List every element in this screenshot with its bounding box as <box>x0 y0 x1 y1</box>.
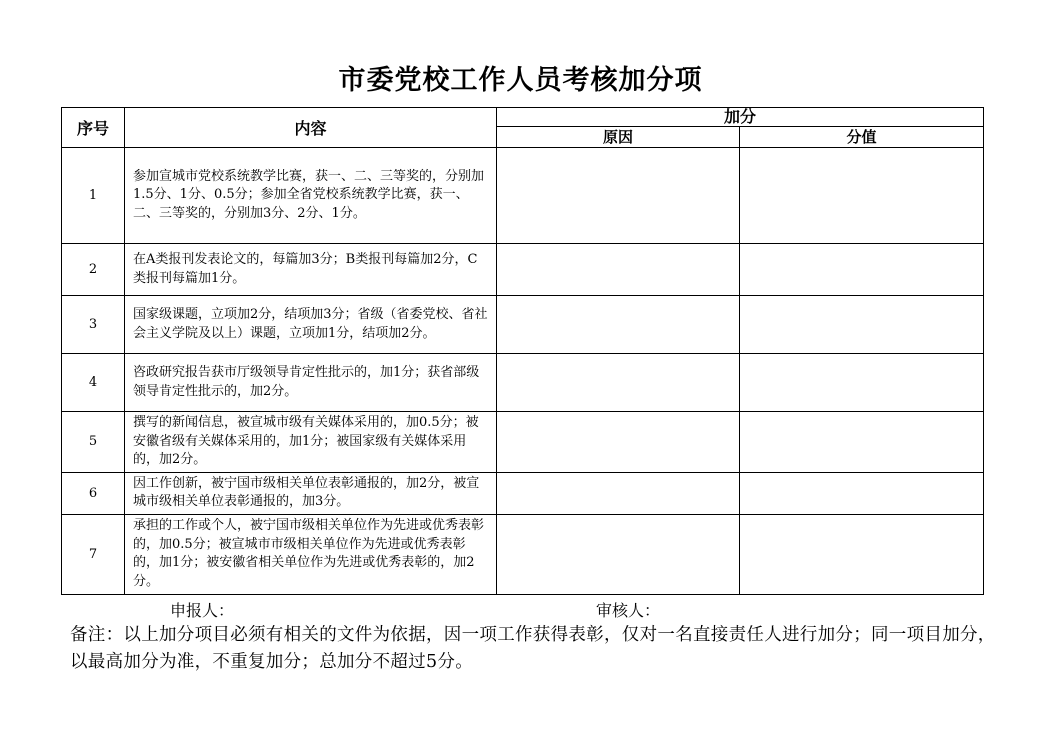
reviewer-label: 审核人： <box>596 601 661 620</box>
value-cell[interactable] <box>740 472 984 514</box>
table-row <box>62 472 984 514</box>
header-bonus: 加分 <box>497 108 984 127</box>
reason-cell[interactable] <box>497 296 740 354</box>
row-content: 因工作创新，被宁国市级相关单位表彰通报的，加2分，被宣城市级相关单位表彰通报的，加3分。 <box>125 472 497 514</box>
row-number: 6 <box>62 472 125 514</box>
row-number: 4 <box>62 354 125 412</box>
row-number: 3 <box>62 296 125 354</box>
page-title: 市委党校工作人员考核加分项 <box>338 65 703 96</box>
row-content: 咨政研究报告获市厅级领导肯定性批示的，加1分；获省部级领导肯定性批示的，加2分。 <box>125 354 497 412</box>
value-cell[interactable] <box>740 354 984 412</box>
table-row <box>62 412 984 473</box>
value-cell[interactable] <box>740 412 984 473</box>
row-number: 2 <box>62 244 125 296</box>
reason-cell[interactable] <box>497 148 740 244</box>
row-content: 承担的工作或个人，被宁国市级相关单位作为先进或优秀表彰的，加0.5分；被宣城市市级相关单位作为先进或优秀表彰的，加1分；被安徽省相关单位作为先进或优秀表彰的，加2分。 <box>125 514 497 594</box>
row-number: 7 <box>62 514 125 594</box>
row-content: 国家级课题，立项加2分，结项加3分；省级（省委党校、省社会主义学院及以上）课题，立项加1分，结项加2分。 <box>125 296 497 354</box>
bonus-table <box>61 107 984 595</box>
header-seq: 序号 <box>62 108 125 148</box>
reason-cell[interactable] <box>497 412 740 473</box>
table-row <box>62 244 984 296</box>
table-row <box>62 296 984 354</box>
value-cell[interactable] <box>740 148 984 244</box>
reason-cell[interactable] <box>497 514 740 594</box>
header-value: 分值 <box>740 127 984 148</box>
table-row <box>62 148 984 244</box>
reason-cell[interactable] <box>497 354 740 412</box>
value-cell[interactable] <box>740 244 984 296</box>
row-number: 5 <box>62 412 125 473</box>
reason-cell[interactable] <box>497 472 740 514</box>
value-cell[interactable] <box>740 296 984 354</box>
table-row <box>62 354 984 412</box>
row-number: 1 <box>62 148 125 244</box>
row-content: 参加宣城市党校系统教学比赛，获一、二、三等奖的，分别加1.5分、1分、0.5分；参加全省党校系统教学比赛，获一、二、三等奖的，分别加3分、2分、1分。 <box>125 148 497 244</box>
reason-cell[interactable] <box>497 244 740 296</box>
row-content: 在A类报刊发表论文的，每篇加3分；B类报刊每篇加2分，C类报刊每篇加1分。 <box>125 244 497 296</box>
table-row <box>62 514 984 594</box>
row-content: 撰写的新闻信息，被宣城市级有关媒体采用的，加0.5分；被安徽省级有关媒体采用的，加1分；被国家级有关媒体采用的，加2分。 <box>125 412 497 473</box>
header-content: 内容 <box>125 108 497 148</box>
remarks-note: 备注：以上加分项目必须有相关的文件为依据，因一项工作获得表彰，仅对一名直接责任人进行加分；同一项目加分，以最高加分为准，不重复加分；总加分不超过5分。 <box>70 625 996 672</box>
value-cell[interactable] <box>740 514 984 594</box>
applicant-label: 申报人： <box>170 601 235 620</box>
header-reason: 原因 <box>497 127 740 148</box>
